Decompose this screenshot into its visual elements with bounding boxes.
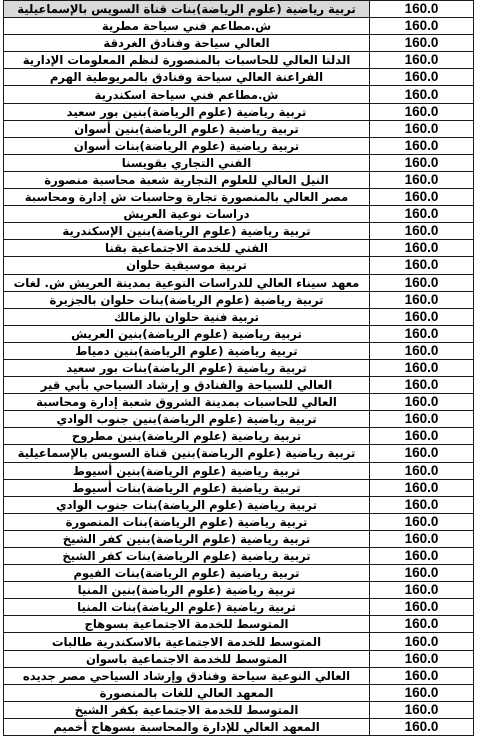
institute-name-cell: المتوسط للخدمة الاجتماعية بكفر الشيخ [4,701,370,718]
score-cell: 160.0 [370,342,474,359]
institute-name-cell: العالي للحاسبات بمدينة الشروق شعبة إدارة ومحاسبة [4,394,370,411]
institute-name-cell: تربية رياضية (علوم الرياضة)بنات كفر الشيخ [4,548,370,565]
institute-name-cell: تربية رياضية (علوم الرياضة)بنات أسيوط [4,479,370,496]
table-row [4,701,474,718]
score-cell: 160.0 [370,120,474,137]
table-row [4,137,474,154]
institute-name-cell: المتوسط للخدمة الاجتماعية باسوان [4,650,370,667]
institute-name-cell: تربية رياضية (علوم الرياضة)بنين بور سعيد [4,103,370,120]
score-cell: 160.0 [370,274,474,291]
score-cell: 160.0 [370,291,474,308]
table-row [4,462,474,479]
score-cell: 160.0 [370,599,474,616]
institute-name-cell: المتوسط للخدمة الاجتماعية بالاسكندرية طالبات [4,633,370,650]
table-row [4,240,474,257]
institute-name-cell: الفراعنة العالي سياحة وفنادق بالمريوطية الهرم [4,69,370,86]
institute-name-cell: تربية رياضية (علوم الرياضة)بنات الفيوم [4,565,370,582]
score-cell: 160.0 [370,582,474,599]
table-row [4,445,474,462]
institute-name-cell: المعهد العالي للإدارة والمحاسبة بسوهاج أخميم [4,718,370,735]
score-cell: 160.0 [370,240,474,257]
institute-name-cell: المعهد العالي للغات بالمنصورة [4,684,370,701]
table-row [4,18,474,35]
table-row [4,359,474,376]
score-cell: 160.0 [370,223,474,240]
score-cell: 160.0 [370,154,474,171]
table-row [4,171,474,188]
score-cell: 160.0 [370,1,474,18]
institute-name-cell: تربية فنية حلوان بالزمالك [4,308,370,325]
table-row [4,1,474,18]
score-cell: 160.0 [370,308,474,325]
table-row [4,291,474,308]
institute-name-cell: تربية موسيقية حلوان [4,257,370,274]
score-cell: 160.0 [370,616,474,633]
score-cell: 160.0 [370,428,474,445]
institute-name-cell: معهد سيناء العالي للدراسات النوعية بمدينة العريش ش. لغات [4,274,370,291]
score-cell: 160.0 [370,650,474,667]
table-row [4,35,474,52]
table-row [4,120,474,137]
table-row [4,257,474,274]
scores-table-body [4,1,474,736]
table-row [4,325,474,342]
institute-name-cell: تربية رياضية (علوم الرياضة)بنين مطروح [4,428,370,445]
score-cell: 160.0 [370,411,474,428]
score-cell: 160.0 [370,530,474,547]
institute-name-cell: تربية رياضية (علوم الرياضة)بنات المنيا [4,599,370,616]
score-cell: 160.0 [370,137,474,154]
score-cell: 160.0 [370,565,474,582]
institute-name-cell: الفني التجاري بقويسنا [4,154,370,171]
table-row [4,684,474,701]
table-row [4,582,474,599]
table-row [4,599,474,616]
table-row [4,496,474,513]
table-row [4,86,474,103]
score-cell: 160.0 [370,479,474,496]
institute-name-cell: تربية رياضية (علوم الرياضة)بنين كفر الشيخ [4,530,370,547]
score-cell: 160.0 [370,718,474,735]
institute-name-cell: العالي للسياحة والفنادق و إرشاد السياحي بأبي قير [4,377,370,394]
institute-name-cell: تربية رياضية (علوم الرياضة)بنين الإسكندرية [4,223,370,240]
table-row [4,667,474,684]
institute-name-cell: تربية رياضية (علوم الرياضة)بنات المنصورة [4,513,370,530]
table-row [4,308,474,325]
score-cell: 160.0 [370,325,474,342]
score-cell: 160.0 [370,86,474,103]
score-cell: 160.0 [370,462,474,479]
score-cell: 160.0 [370,189,474,206]
score-cell: 160.0 [370,633,474,650]
score-cell: 160.0 [370,18,474,35]
table-row [4,428,474,445]
table-row [4,411,474,428]
score-cell: 160.0 [370,257,474,274]
score-cell: 160.0 [370,667,474,684]
table-row [4,650,474,667]
table-row [4,69,474,86]
institute-name-cell: تربية رياضية (علوم الرياضة)بنات حلوان بالجزيرة [4,291,370,308]
score-cell: 160.0 [370,394,474,411]
table-row [4,274,474,291]
institute-name-cell: تربية رياضية (علوم الرياضة)بنين أسيوط [4,462,370,479]
score-cell: 160.0 [370,445,474,462]
institute-name-cell: تربية رياضية (علوم الرياضة)بنين دمياط [4,342,370,359]
institute-name-cell: ش.مطاعم فني سياحة مطرية [4,18,370,35]
score-cell: 160.0 [370,206,474,223]
table-row [4,189,474,206]
scores-table [3,0,474,736]
table-row [4,548,474,565]
institute-name-cell: ش.مطاعم فني سياحة اسكندرية [4,86,370,103]
score-cell: 160.0 [370,359,474,376]
table-row [4,52,474,69]
institute-name-cell: تربية رياضية (علوم الرياضة)بنين العريش [4,325,370,342]
table-row [4,633,474,650]
institute-name-cell: الدلتا العالي للحاسبات بالمنصورة لنظم المعلومات الإدارية [4,52,370,69]
table-row [4,718,474,735]
institute-name-cell: الفني للخدمة الاجتماعية بقنا [4,240,370,257]
table-row [4,342,474,359]
institute-name-cell: تربية رياضية (علوم الرياضة)بنين قناة السويس بالإسماعيلية [4,445,370,462]
institute-name-cell: العالي النوعية سياحة وفنادق وإرشاد السياحي مصر جديده [4,667,370,684]
table-row [4,513,474,530]
institute-name-cell: العالي سياحة وفنادق الغردقة [4,35,370,52]
score-cell: 160.0 [370,103,474,120]
institute-name-cell: تربية رياضية (علوم الرياضة)بنات قناة السويس بالإسماعيلية [4,1,370,18]
institute-name-cell: تربية رياضية (علوم الرياضة)بنات بور سعيد [4,359,370,376]
table-row [4,206,474,223]
score-cell: 160.0 [370,69,474,86]
institute-name-cell: تربية رياضية (علوم الرياضة)بنات أسوان [4,137,370,154]
score-cell: 160.0 [370,496,474,513]
institute-name-cell: المتوسط للخدمة الاجتماعية بسوهاج [4,616,370,633]
institute-name-cell: تربية رياضية (علوم الرياضة)بنين أسوان [4,120,370,137]
institute-name-cell: النيل العالي للعلوم التجارية شعبة محاسبة منصورة [4,171,370,188]
score-cell: 160.0 [370,35,474,52]
score-cell: 160.0 [370,548,474,565]
table-row [4,223,474,240]
table-row [4,103,474,120]
table-row [4,479,474,496]
table-row [4,377,474,394]
table-row [4,530,474,547]
institute-name-cell: دراسات نوعية العريش [4,206,370,223]
table-row [4,616,474,633]
score-cell: 160.0 [370,684,474,701]
institute-name-cell: تربية رياضية (علوم الرياضة)بنين المنيا [4,582,370,599]
institute-name-cell: تربية رياضية (علوم الرياضة)بنات جنوب الوادي [4,496,370,513]
score-cell: 160.0 [370,171,474,188]
institute-name-cell: مصر العالي بالمنصورة تجارة وحاسبات ش إدارة ومحاسبة [4,189,370,206]
score-cell: 160.0 [370,513,474,530]
score-cell: 160.0 [370,701,474,718]
table-row [4,565,474,582]
score-cell: 160.0 [370,52,474,69]
score-cell: 160.0 [370,377,474,394]
institute-name-cell: تربية رياضية (علوم الرياضة)بنين جنوب الوادي [4,411,370,428]
table-row [4,154,474,171]
table-row [4,394,474,411]
